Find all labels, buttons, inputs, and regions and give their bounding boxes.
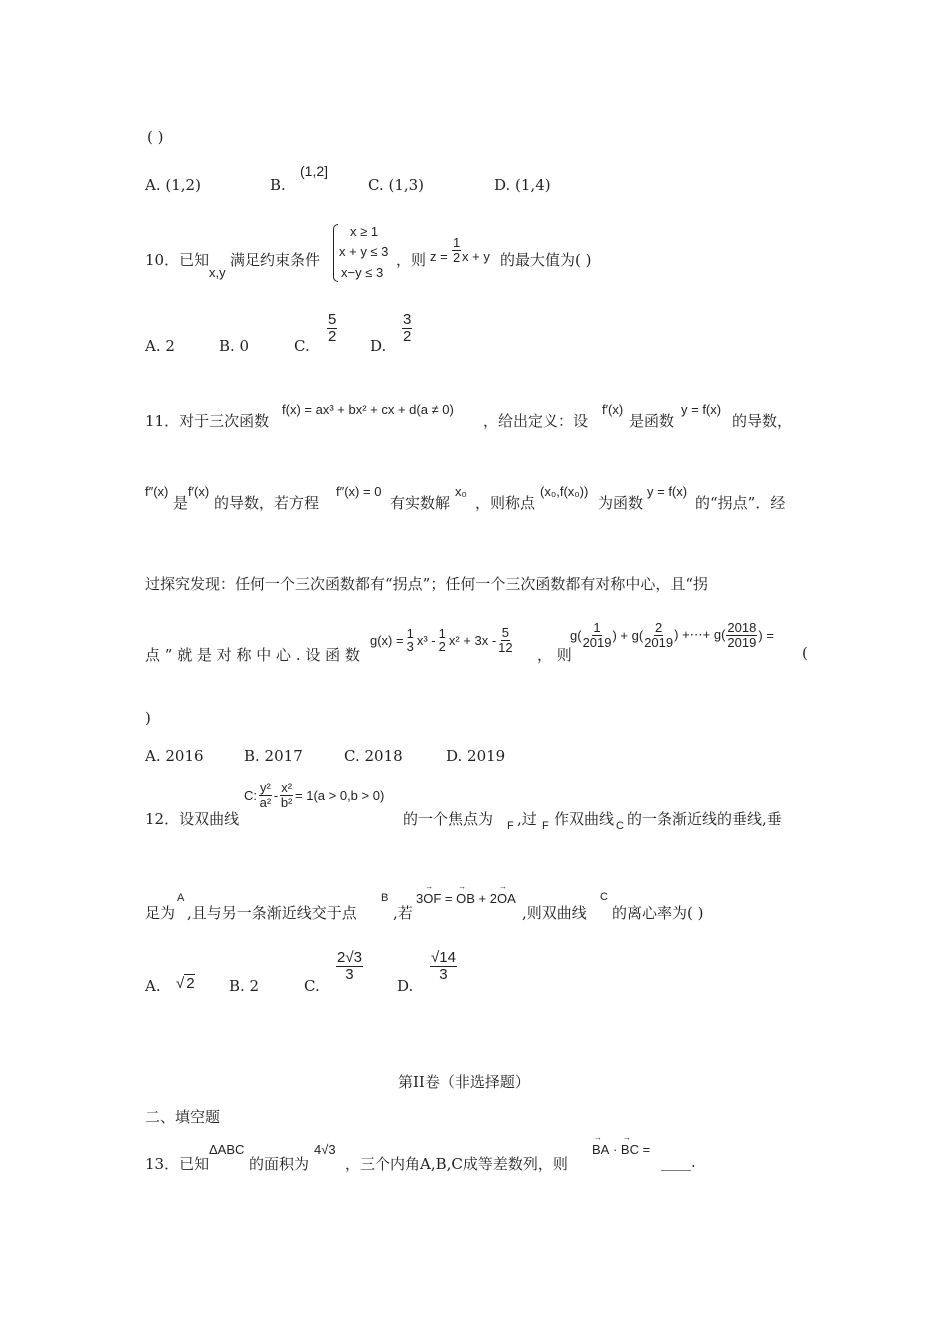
q10-xy: x,y (209, 265, 226, 280)
section-title: 第II卷（非选择题） (398, 1073, 530, 1091)
q10-constraint-3: x−y ≤ 3 (341, 265, 384, 280)
q10-half-den: 2 (453, 249, 461, 265)
q10-option-c: C. (294, 337, 310, 355)
q10-then: ，则 (396, 251, 427, 269)
q12-vec-of: → OF (423, 891, 441, 906)
q12-C-2: C (600, 891, 608, 903)
q10-constraint-1: x ≥ 1 (350, 224, 379, 239)
q10-opt-c-den: 2 (328, 327, 337, 345)
q11-option-b: B. 2017 (244, 747, 303, 765)
q11-text-11: 点 ” 就 是 对 称 中 心 . 设 函 数 (145, 646, 360, 664)
q11-f1d: 3 (406, 639, 414, 655)
q11-f1n: 1 (406, 625, 414, 641)
q10-opt-d-num: 3 (403, 311, 412, 328)
q12-opt-d-den: 3 (439, 965, 448, 983)
q11-equation: f″(x) = 0 (336, 484, 382, 499)
q11-a3n: 2018 (727, 620, 757, 635)
q12-option-c-frac (336, 950, 363, 983)
q10-fraction (452, 236, 461, 264)
q11-text-1: ，给出定义：设 (483, 412, 589, 430)
q12-vec-ob: → OB (456, 891, 475, 906)
q10-constraint-2: x + y ≤ 3 (339, 244, 389, 259)
q12-F-2: F (542, 820, 549, 832)
q13-dot: · (609, 1142, 621, 1157)
q12-lead: 12．设双曲线 (145, 810, 240, 828)
q11-close-paren: ) (145, 709, 151, 727)
q10-option-b: B. 0 (219, 337, 250, 355)
q9-option-a: A. (1,2) (145, 176, 201, 194)
q12-option-a-value: √ 2 (176, 975, 195, 992)
q11-text-7: ，则称点 (475, 494, 536, 512)
q11-text-3: 的导数， (732, 412, 793, 430)
q9-option-b: B. (270, 176, 286, 194)
q11-lead: 11．对于三次函数 (145, 412, 270, 430)
q12-C: C (616, 820, 624, 832)
q11-f2n: 1 (438, 625, 446, 641)
q12-text-8: ,则双曲线 (522, 904, 587, 922)
q11-fprime-2: f′(x) (188, 484, 210, 499)
q12-text-1: 的一个焦点为 (403, 810, 494, 828)
q10-tail: 的最大值为( ) (500, 251, 592, 269)
q10-half-num: 1 (453, 235, 461, 250)
q13-triangle: ΔABC (209, 1142, 245, 1157)
q11-s1: g( (570, 627, 582, 643)
q12-option-b: B. 2 (229, 977, 260, 995)
q12-xn: x² (281, 780, 293, 795)
q11-option-d: D. 2019 (446, 747, 506, 765)
q11-t1: x³ - (416, 632, 436, 648)
q12-v4: + 2 (474, 891, 497, 906)
q11-t2: x² + 3x - (448, 632, 497, 648)
q12-text-3: 作双曲线 (554, 810, 615, 828)
q11-s4: ) = (758, 627, 774, 643)
q12-text-2: ,过 (517, 810, 537, 828)
q13-text-1: 的面积为 (249, 1155, 310, 1173)
q12-v1: 3 (416, 891, 424, 906)
q11-text-8: 为函数 (598, 494, 644, 512)
q12-vector-equation (416, 891, 516, 906)
q12-F: F (507, 820, 514, 832)
q12-hyperbola (244, 781, 384, 809)
q12-option-d-frac (430, 950, 457, 983)
q12-yn: y² (260, 780, 271, 795)
q10-opt-d-den: 2 (403, 327, 412, 345)
q11-point: (x₀,f(x₀)) (540, 484, 589, 499)
q13-eq: = (638, 1142, 651, 1157)
q11-sum (570, 621, 774, 649)
q12-option-c: C. (304, 977, 320, 995)
q11-s3: ) +⋯+ g( (674, 627, 726, 643)
q12-v2: = (441, 891, 457, 906)
q12-eq: = 1(a > 0,b > 0) (295, 787, 385, 803)
q9-answer-paren: ( ) (147, 128, 164, 146)
q11-option-c: C. 2018 (344, 747, 403, 765)
q12-c: C: (244, 787, 257, 803)
q12-minus: - (273, 787, 279, 803)
q11-a3d: 2019 (727, 634, 757, 650)
q11-text-9: 的“拐点”．经 (695, 494, 786, 512)
q10-option-d: D. (370, 337, 387, 355)
section-subtitle: 二、填空题 (145, 1108, 221, 1126)
q9-option-c: C. (1,3) (368, 176, 425, 194)
q10-z: z = (430, 249, 448, 264)
q11-text-10: 过探究发现：任何一个三次函数都有“拐点”；任何一个三次函数都有对称中心，且“拐 (145, 575, 709, 593)
q12-A: A (177, 892, 185, 904)
q11-a1n: 1 (593, 620, 601, 635)
q11-f2d: 2 (438, 639, 446, 655)
q10-z-rest: x + y (462, 249, 490, 264)
q13-text-2: ，三个内角A,B,C成等差数列，则 (345, 1155, 568, 1173)
q12-text-9: 的离心率为( ) (612, 904, 704, 922)
q13-vec-ba: → BA (592, 1142, 609, 1157)
q11-text-6: 有实数解 (390, 494, 451, 512)
q11-a1d: 2019 (582, 634, 612, 650)
q11-y-2: y = f(x) (647, 484, 688, 499)
q12-option-a: A. (145, 977, 161, 995)
q11-text-2: 是函数 (629, 412, 675, 430)
q12-option-d: D. (397, 977, 414, 995)
q13-vec-bc: → BC (621, 1142, 639, 1157)
q11-option-a: A. 2016 (145, 747, 204, 765)
q11-f3d: 12 (498, 639, 513, 655)
q12-vec-oa: → OA (497, 891, 516, 906)
q11-text-12: ， 则 (537, 646, 572, 664)
q11-open-paren: ( (802, 644, 808, 662)
q11-x0: x₀ (455, 484, 467, 499)
q12-text-6: ,且与另一条渐近线交于点 (187, 904, 357, 922)
q13-dot-product (592, 1142, 650, 1157)
q11-text-5: 的导数，若方程 (214, 494, 320, 512)
q10-option-c-frac (327, 312, 337, 345)
q12-opt-a-v: 2 (186, 975, 195, 992)
q10-number: 10．已知 (145, 251, 210, 269)
q11-f3n: 5 (501, 625, 510, 640)
q12-opt-d-num: √14 (431, 949, 456, 966)
q12-opt-c-num: 2√3 (337, 949, 362, 966)
q10-option-d-frac (402, 312, 412, 345)
q13-lead: 13．已知 (145, 1155, 210, 1173)
q12-text-4: 的一条渐近线的垂线,垂 (627, 810, 782, 828)
q12-opt-c-den: 3 (345, 965, 354, 983)
q10-brace (333, 224, 338, 282)
q13-blank: ____. (661, 1153, 696, 1171)
q11-fdoubleprime: f″(x) (145, 484, 169, 499)
q10-opt-c-num: 5 (328, 311, 337, 328)
q11-a2d: 2019 (644, 634, 674, 650)
q11-fprime: f′(x) (602, 402, 624, 417)
q11-text-4: 是 (173, 494, 189, 512)
q11-g: g(x) = (370, 632, 404, 648)
q11-s2: ) + g( (612, 627, 644, 643)
q9-option-b-value: (1,2] (300, 163, 329, 179)
q11-y: y = f(x) (681, 402, 722, 417)
q10-option-a: A. 2 (145, 337, 175, 355)
q10-text: 满足约束条件 (230, 251, 321, 269)
q11-g-function (370, 626, 513, 654)
q12-yd: a² (259, 794, 272, 810)
q12-text-5: 足为 (145, 904, 176, 922)
q11-cubic: f(x) = ax³ + bx² + cx + d(a ≠ 0) (282, 402, 454, 417)
q9-option-d: D. (1,4) (494, 176, 551, 194)
q12-text-7: ,若 (393, 904, 413, 922)
q12-B: B (381, 892, 389, 904)
q12-xd: b² (280, 794, 293, 810)
q13-area: 4√3 (314, 1142, 336, 1157)
q11-a2n: 2 (655, 620, 663, 635)
